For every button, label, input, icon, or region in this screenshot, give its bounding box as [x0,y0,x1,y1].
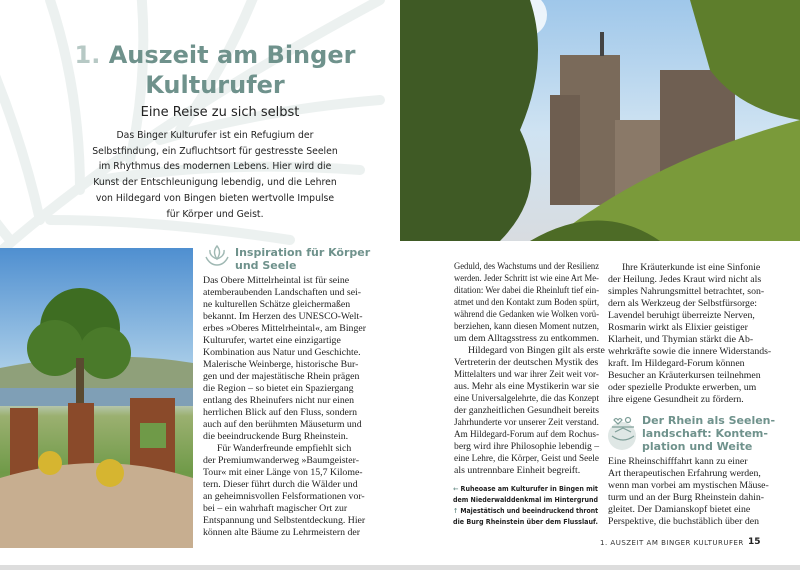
arrow-up-icon: ↑ [453,507,459,515]
running-head: 1. AUSZEIT AM BINGER KULTURUFER [600,539,744,547]
chapter-intro: Das Binger Kulturufer ist ein Refugium der Selbstfindung, ein Zufluchtsort für gestresste Seelen im Rhythmus des modernen Lebens. Hier wird die Kunst der Entschleunigung lebendig, und die Lehren von Hildegard von Bingen bieten wertvolle Impulse für Körper und Geist. [92,130,338,220]
chapter-subtitle: Eine Reise zu sich selbst [140,105,300,120]
arrow-left-icon: ← [453,485,459,493]
photo-captions: ← Ruheoase am Kulturufer in Bingen mit dem Niederwalddenkmal im Hintergrund ↑ Majestätisch und beeindruckend thront die Burg Rheinstein über dem Flusslauf. [453,485,599,526]
garden-photo [0,248,193,548]
lotus-hands-icon [204,243,230,269]
castle-photo [400,0,800,241]
section-heading-inspiration: Inspiration für Körper und Seele [235,246,371,272]
text-column-3: Ihre Kräuterkunde ist eine Sinfonie der Heilung. Jedes Kraut wird nicht als simples Nahrungsmittel betrachtet, son- dern als Werkzeug der Selbstfürsorge: Lavendel beruhigt überreizte Nerven, Rosmarin wirkt als Elixier geistiger Klarheit, und Thymian stärkt die Ab- wehrkräfte sowie die innere Widerstands- kraft. Im Hildegard-Forum können Besucher an Kräuterkursen teilnehmen oder spezielle Produkte erwerben, um ihre eigene Gesundheit zu fördern. [608,262,772,405]
text-column-3b: Eine Rheinschifffahrt kann zu einer Art therapeutischen Erfahrung werden, wenn man vorbei am mystischen Mäuse- turm und an der Burg Rheinstein dahin- gleitet. Der Damianskopf bietet eine Perspektive, die buchstäblich über den [608,456,769,527]
page-number: 15 [748,537,761,547]
section-heading-rhein: Der Rhein als Seelen- landschaft: Kontem- plation und Weite [642,414,776,453]
text-column-2: Geduld, des Wachstums und der Resilienz werden. Jeder Schritt ist wie eine Art Me- ditation: Wer dabei die Rheinluft tief ein- atmet und den Kontakt zum Boden spürt, während die Gedanken wie Wolken vorü- berziehen, kann diesen Moment nutzen, um dem Alltagsstress zu entkommen. Hildegard von Bingen gilt als erste Vertreterin der deutschen Mystik des Mittelalters und war ihrer Zeit weit vor- aus. Mehr als eine Mystikerin war sie eine Universalgelehrte, die das Konzept der ganzheitlichen Gesundheit bereits Jahrhunderte vor unserer Zeit verstand. Am Hildegard-Forum auf dem Rochus- berg wird ihre Philosophie lebendig – eine Lehre, die Körper, Geist und Seele als untrennbare Einheit begreift. [454,261,605,476]
chapter-title: 1. Auszeit am Binger Kulturufer [74,41,356,99]
page-edge [0,565,800,570]
boat-hearts-icon [606,414,642,450]
text-column-1: Das Obere Mittelrheintal ist für seine atemberaubenden Landschaften und sei- ne kulturellen Schätze gleichermaßen bekannt. Im Herzen des UNESCO-Welt- erbes »Oberes Mittelrheintal«, am Binger Kulturufer, wartet eine einzigartige Kombination aus Natur und Geschichte. Malerische Weinberge, historische Bur- gen und der majestätische Rhein prägen die Region – so bietet ein Spaziergang entlang des Rheinufers nicht nur einen herrlichen Blick auf den Fluss, sondern auch auf den berühmten Mäuseturm und die beeindruckende Burg Rheinstein. Für Wanderfreunde empfiehlt sich der Premiumwanderweg »Baumgeister- Tour« mit einer Länge von 15,7 Kilome- tern. Dieser führt durch die Wälder und an geheimnisvollen Felsformationen vor- bei – ein wahrhaft magischer Ort zur Entspannung und Selbstentdeckung. Hier können alte Bäume zu Lehrmeistern der [203,275,366,538]
